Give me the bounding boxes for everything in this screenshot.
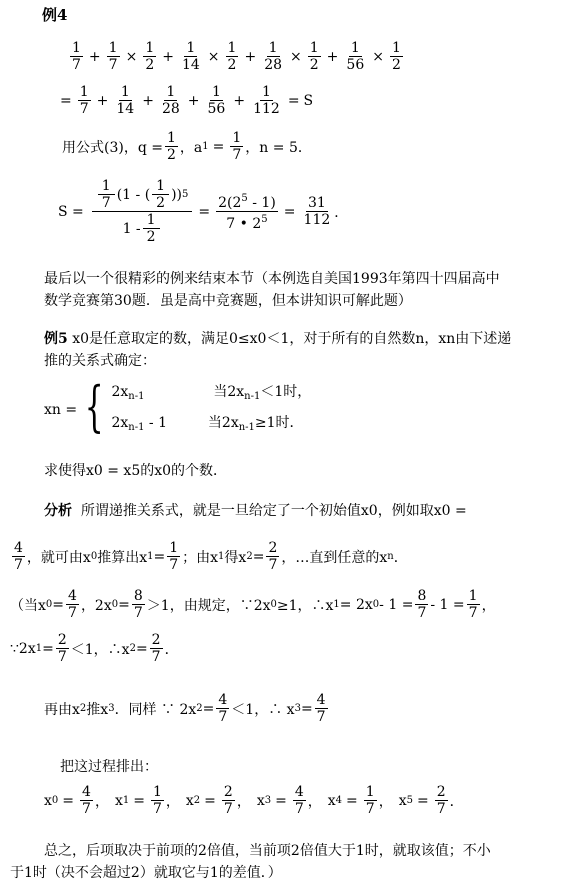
fraction: $\frac{1}{7}$ xyxy=(72,40,81,73)
intro-line1: 最后以一个很精彩的例来结束本节（本例选自美国1993年第四十四届高中 xyxy=(44,271,500,287)
sequence-values xyxy=(44,784,470,817)
analysis-line3: （当x 0 = $\frac{4}{7}$ ，2x 0 = $\frac{8}{7}$ ＞1，由规定，∵2x 0 ≥1，∴x 1 = 2x 0 - 1 = $\frac{8}{7}$ - 1 = $\frac{1}{7}$ ， xyxy=(10,588,496,621)
example4-expression-line1: $\frac{1}{7}$ + $\frac{1}{7}$ × $\frac{1}{2}$ + $\frac{1}{14}$ × $\frac{1}{2}$ + $\frac{1}{28}$ × $\frac{1}{2}$ + $\frac{1}{56}$ × $\frac{1}{2}$ xyxy=(72,40,401,73)
analysis-line1: 分析 所谓递推关系式，就是一旦给定了一个初始值x0，例如取x0 = xyxy=(44,503,467,519)
sequence-term: x 5 = $\frac{2}{7}$ ． xyxy=(398,784,464,817)
sequence-term: x 1 = $\frac{1}{7}$ ， xyxy=(114,784,180,817)
example4-formula-line: 用公式(3)，q = $\frac{1}{2}$ ，a 1 = $\frac{1}{7}$ ，n = 5． xyxy=(62,130,312,163)
analysis-line2: $\frac{4}{7}$ ，就可由x 0 推算出x 1 = $\frac{1}{7}$ ；由x 1 得x 2 = $\frac{2}{7}$ ，…直到任意的x n ． xyxy=(14,540,408,573)
sequence-term: x 3 = $\frac{4}{7}$ ， xyxy=(256,784,322,817)
analysis-line6: 把这过程排出： xyxy=(60,759,158,775)
left-brace: { xyxy=(84,375,104,438)
example4-expression-line2: = $\frac{1}{7}$ + $\frac{1}{14}$ + $\frac{1}{28}$ + $\frac{1}{56}$ + $\frac{1}{112}$ = S xyxy=(60,84,314,117)
analysis-line5: 再由x 2 推x 3 ．同样 ∵ 2x 2 = $\frac{4}{7}$ ＜1，∴ x 3 = $\frac{4}{7}$ xyxy=(44,692,326,725)
conclusion-line1: 总之，后项取决于前项的2倍值，当前项2倍值大于1时，就取该值；不小 xyxy=(44,843,491,859)
sequence-term: x 0 = $\frac{4}{7}$ ， xyxy=(44,784,109,817)
example5-line2: 推的关系式确定： xyxy=(44,353,156,369)
example5-question: 求使得x0 = x5的x0的个数． xyxy=(44,463,228,479)
piecewise-definition: xn = { $2x_{n-1}$ 当$2x_{n-1}<1$时， $2x_{n-1} - 1$ 当$2x_{n-1}\ge 1$时． xyxy=(44,375,312,438)
example4-sum-formula: S = $\frac{1}{7}$ (1 - ( $\frac{1}{2}$ )) 5 1 - $\frac{1}{2}$ = $\frac{2(2^5 - 1)}{7 • 2^5}$ = $\frac{31}{112}$ ． xyxy=(58,178,349,245)
intro-line2: 数学竞赛第30题．虽是高中竞赛题，但本讲知识可解此题） xyxy=(44,293,412,309)
conclusion-line2: 于1时（决不会超过2）就取它与1的差值．） xyxy=(10,865,282,881)
analysis-line4: ∵2x 1 = $\frac{2}{7}$ ＜1，∴x 2 = $\frac{2}{7}$ ． xyxy=(10,632,179,665)
example4-title: 例4 xyxy=(42,6,68,24)
example5-line1: 例5 x0是任意取定的数，满足0≤x0＜1，对于所有的自然数n，xn由下述递 xyxy=(44,331,512,347)
sequence-term: x 2 = $\frac{2}{7}$ ， xyxy=(185,784,251,817)
sequence-term: x 4 = $\frac{1}{7}$ ， xyxy=(327,784,393,817)
